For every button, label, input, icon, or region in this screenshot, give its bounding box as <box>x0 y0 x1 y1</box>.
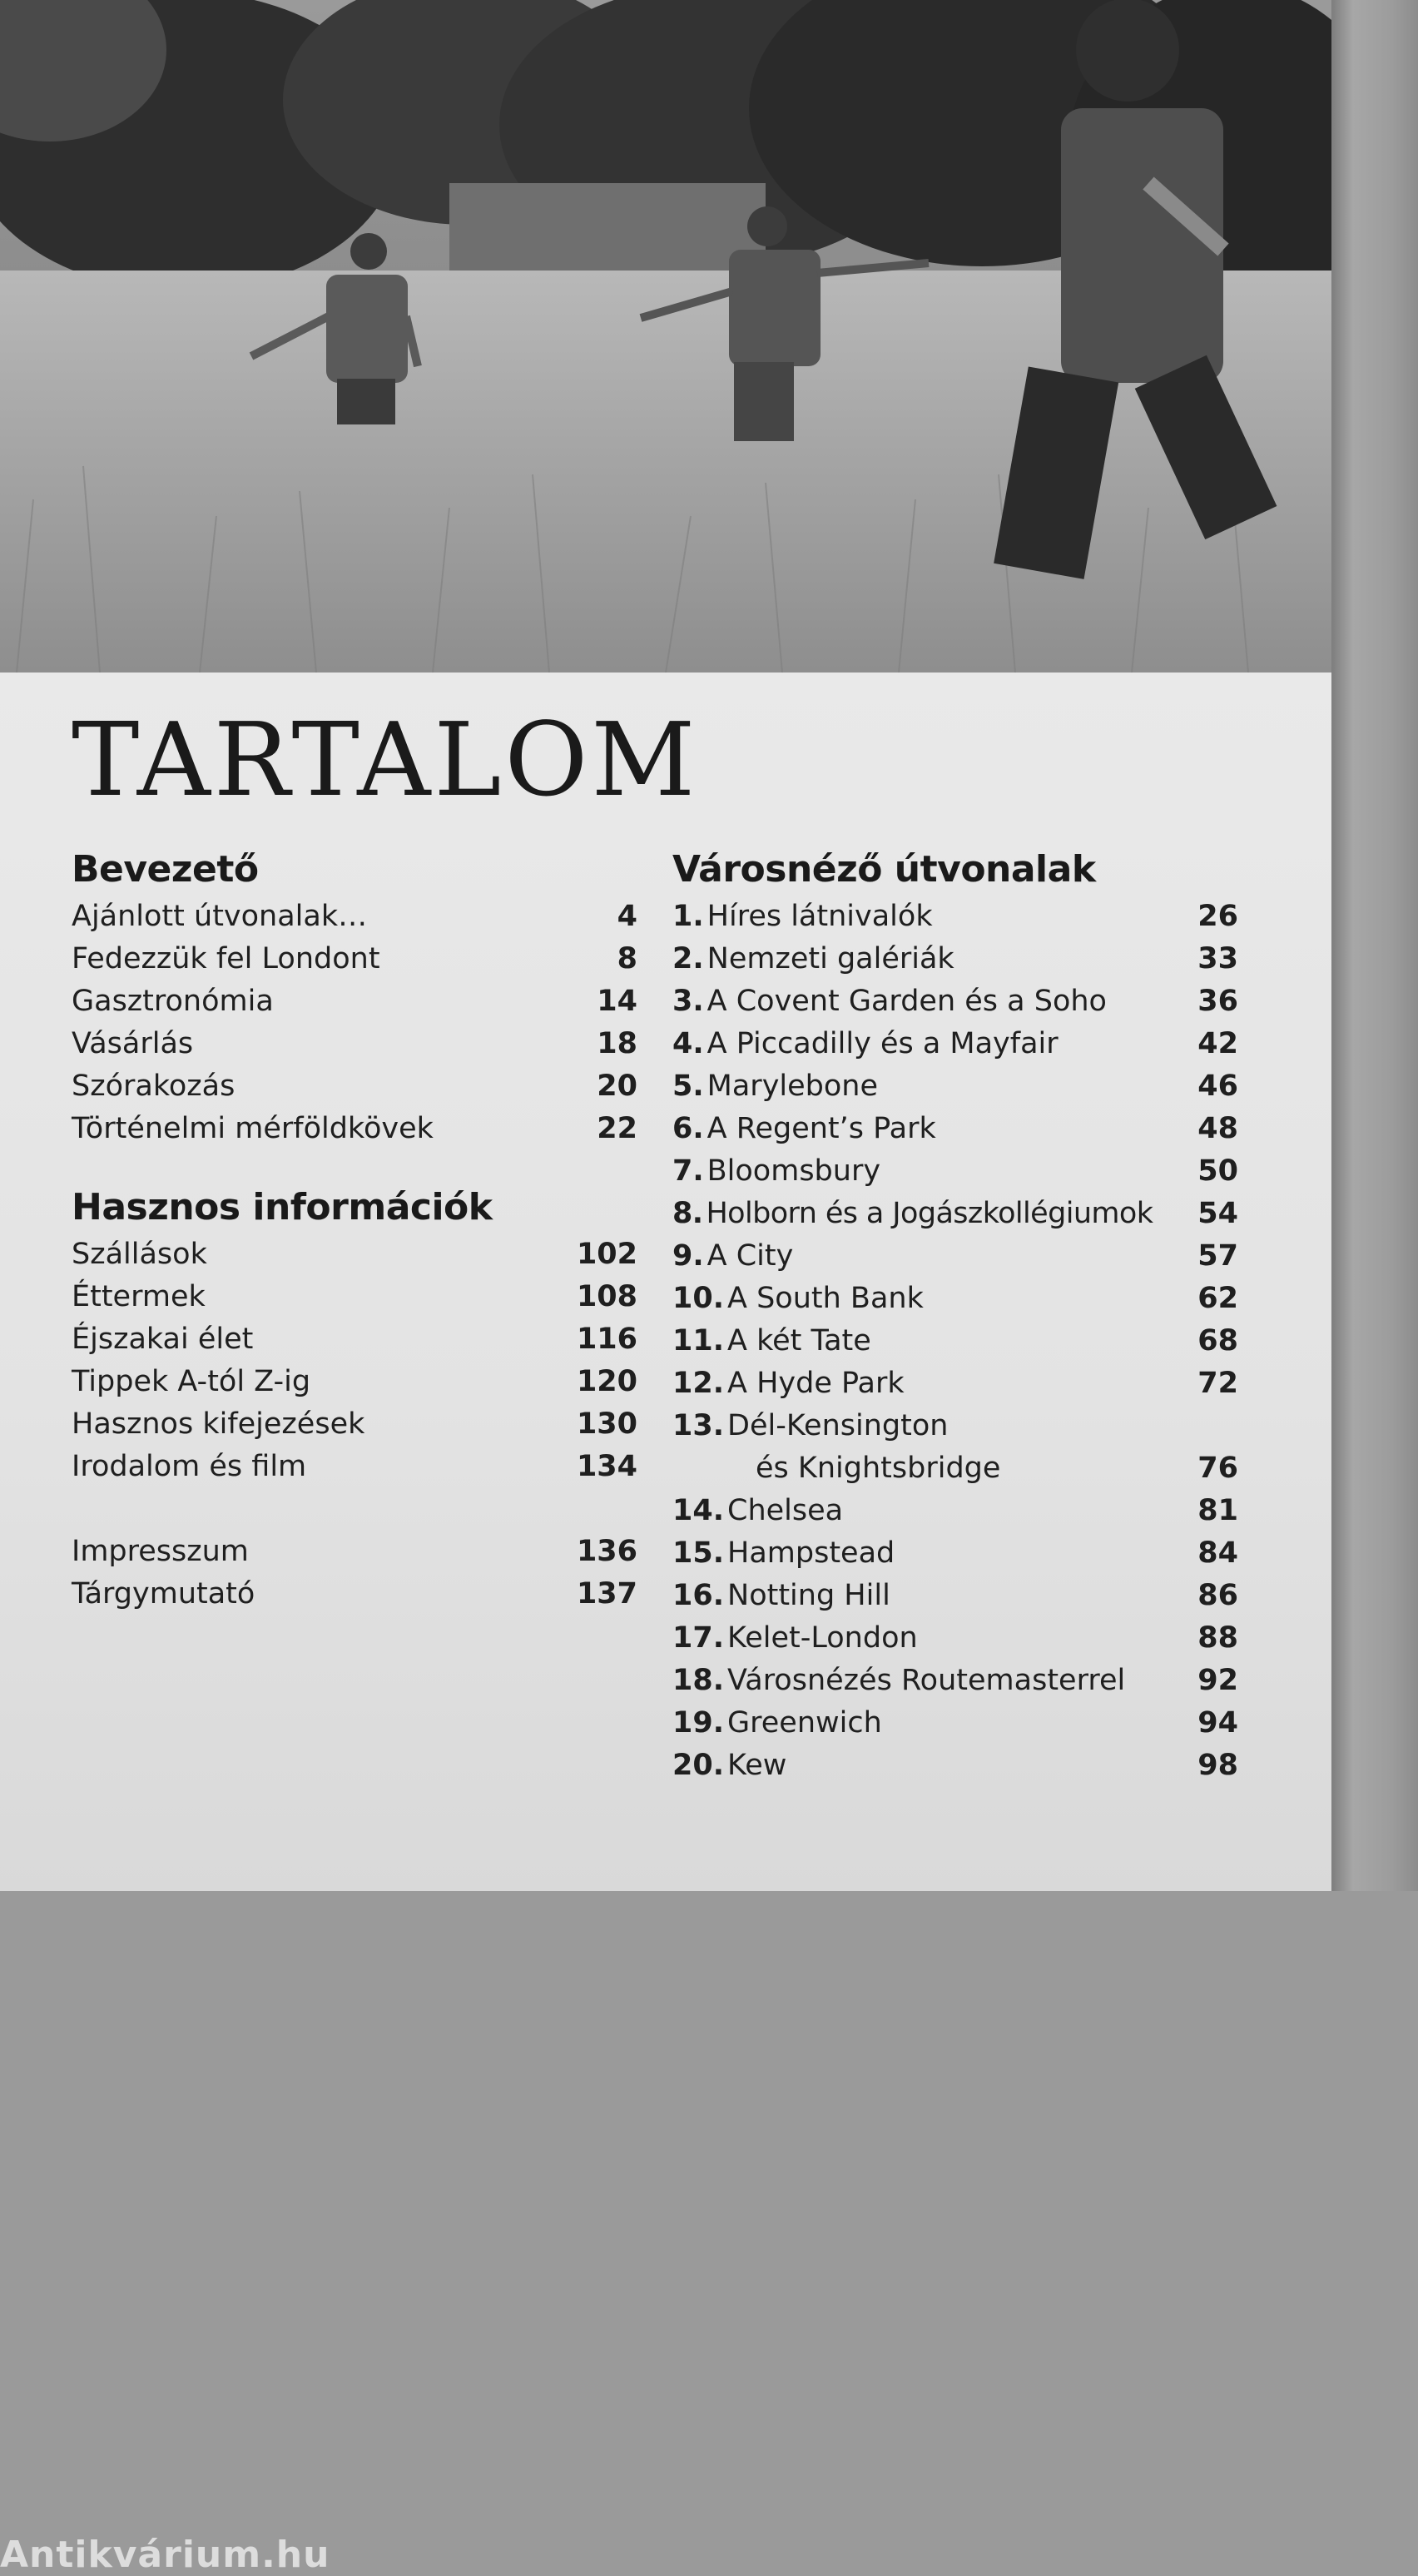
toc-entry[interactable] <box>672 896 1238 938</box>
toc-entry[interactable] <box>672 1575 1238 1617</box>
entry-label <box>672 1362 905 1405</box>
entry-label <box>672 1405 948 1447</box>
entry-label <box>672 1150 880 1193</box>
entry-page: 62 <box>1197 1282 1238 1315</box>
entry-text: Notting Hill <box>727 1579 890 1612</box>
entry-text-continuation: és Knightsbridge <box>756 1452 1001 1485</box>
toc-entry-continuation[interactable] <box>672 1447 1238 1490</box>
toc-entry[interactable] <box>72 1023 637 1065</box>
toc-entry[interactable] <box>672 1362 1238 1405</box>
entry-page: 81 <box>1197 1494 1238 1527</box>
section-walks <box>672 847 1238 1787</box>
entry-page: 72 <box>1197 1367 1238 1400</box>
entry-text: Chelsea <box>727 1494 844 1527</box>
spacer <box>72 1488 637 1531</box>
header-photo <box>0 0 1331 673</box>
entry-page: 46 <box>1197 1070 1238 1103</box>
toc-entry[interactable] <box>672 1617 1238 1660</box>
right-column <box>672 847 1238 1822</box>
entry-page: 116 <box>576 1323 637 1356</box>
entry-number: 2. <box>672 942 704 975</box>
toc-entry[interactable] <box>672 1065 1238 1108</box>
entry-number: 15. <box>672 1536 725 1570</box>
entry-label: Impresszum <box>72 1535 249 1568</box>
entry-number: 17. <box>672 1621 725 1655</box>
page-title: TARTALOM <box>72 701 699 819</box>
toc-entry[interactable] <box>72 1233 637 1276</box>
toc-entry[interactable] <box>672 1320 1238 1362</box>
entry-page: 8 <box>617 942 637 975</box>
entry-page: 20 <box>597 1070 637 1103</box>
entry-label <box>672 896 933 938</box>
entry-label: Fedezzük fel Londont <box>72 942 380 975</box>
section-heading: Bevezető <box>72 848 259 891</box>
entry-page: 57 <box>1197 1239 1238 1273</box>
entry-label: Vásárlás <box>72 1027 194 1060</box>
toc-entry[interactable] <box>672 1532 1238 1575</box>
entry-page: 50 <box>1197 1154 1238 1188</box>
entry-page: 136 <box>576 1535 637 1568</box>
watermark: Antikvárium.hu <box>0 2534 330 2576</box>
left-column <box>72 847 637 1650</box>
entry-label: Szórakozás <box>72 1070 236 1103</box>
entry-text: Városnézés Routemasterrel <box>727 1664 1126 1697</box>
toc-entry[interactable] <box>72 1403 637 1446</box>
toc-entry[interactable] <box>672 1235 1238 1278</box>
entry-page: 76 <box>1197 1452 1238 1485</box>
toc-entry[interactable] <box>672 980 1238 1023</box>
entry-number: 20. <box>672 1749 725 1782</box>
entry-label <box>672 1532 895 1575</box>
entry-label <box>672 1108 936 1150</box>
entry-page: 108 <box>576 1280 637 1313</box>
entry-page: 42 <box>1197 1027 1238 1060</box>
section-heading: Városnéző útvonalak <box>672 848 1096 891</box>
entry-text: A South Bank <box>727 1282 924 1315</box>
toc-entry[interactable] <box>672 1745 1238 1787</box>
entry-page: 54 <box>1197 1197 1238 1230</box>
entry-page: 36 <box>1197 985 1238 1018</box>
entry-number: 16. <box>672 1579 725 1612</box>
entry-text: A Piccadilly és a Mayfair <box>707 1027 1059 1060</box>
entry-label <box>672 980 1107 1023</box>
entry-page: 33 <box>1197 942 1238 975</box>
toc-entry[interactable] <box>672 1490 1238 1532</box>
toc-entry[interactable] <box>672 1108 1238 1150</box>
entry-page: 94 <box>1197 1706 1238 1740</box>
entry-label <box>672 1745 786 1787</box>
entry-text: Marylebone <box>707 1070 879 1103</box>
entry-label: Gasztronómia <box>72 985 274 1018</box>
entry-text: Holborn és a Jogászkollégiumok <box>706 1197 1153 1230</box>
entry-label <box>672 1320 871 1362</box>
entry-number: 3. <box>672 985 704 1018</box>
toc-entry[interactable] <box>672 1660 1238 1702</box>
entry-page: 48 <box>1197 1112 1238 1145</box>
entry-page: 4 <box>617 900 637 933</box>
entry-number: 4. <box>672 1027 704 1060</box>
toc-entry[interactable] <box>72 1108 637 1150</box>
section-useful-info <box>72 1185 637 1616</box>
toc-entry[interactable] <box>72 980 637 1023</box>
entry-number: 14. <box>672 1494 725 1527</box>
entry-page: 68 <box>1197 1324 1238 1357</box>
entry-text: Híres látnivalók <box>707 900 933 933</box>
entry-label: Szállások <box>72 1238 207 1271</box>
entry-text: Hampstead <box>727 1536 895 1570</box>
entry-label: Tippek A-tól Z-ig <box>72 1365 311 1398</box>
entry-number: 11. <box>672 1324 725 1357</box>
entry-number: 9. <box>672 1239 704 1273</box>
entry-label: Hasznos kifejezések <box>72 1407 365 1441</box>
entry-page: 102 <box>576 1238 637 1271</box>
entry-text: A Covent Garden és a Soho <box>707 985 1107 1018</box>
toc-entry[interactable] <box>72 1446 637 1488</box>
entry-label <box>672 1278 924 1320</box>
entry-page: 88 <box>1197 1621 1238 1655</box>
toc-entry[interactable] <box>72 1573 637 1616</box>
entry-number: 19. <box>672 1706 725 1740</box>
toc-entry[interactable] <box>72 938 637 980</box>
entry-label <box>672 1023 1059 1065</box>
entry-number: 18. <box>672 1664 725 1697</box>
entry-label <box>672 1702 882 1745</box>
entry-label: Tárgymutató <box>72 1577 255 1611</box>
entry-text: Greenwich <box>727 1706 882 1740</box>
toc-entry[interactable] <box>72 896 637 938</box>
entry-number: 5. <box>672 1070 704 1103</box>
toc-entry[interactable] <box>672 1193 1238 1235</box>
entry-text: A Hyde Park <box>727 1367 905 1400</box>
toc-entry[interactable] <box>72 1318 637 1361</box>
entry-number: 1. <box>672 900 704 933</box>
entry-page: 134 <box>576 1450 637 1483</box>
entry-number: 7. <box>672 1154 704 1188</box>
entry-page: 98 <box>1197 1749 1238 1782</box>
entry-text: Dél-Kensington <box>727 1409 949 1442</box>
entry-label <box>672 1235 793 1278</box>
entry-text: Nemzeti galériák <box>707 942 954 975</box>
entry-text: Bloomsbury <box>707 1154 881 1188</box>
toc-entry[interactable] <box>72 1276 637 1318</box>
entry-page: 130 <box>576 1407 637 1441</box>
entry-text: A két Tate <box>727 1324 871 1357</box>
entry-label <box>672 1490 843 1532</box>
toc-entry[interactable] <box>72 1361 637 1403</box>
entry-number: 10. <box>672 1282 725 1315</box>
entry-number: 12. <box>672 1367 725 1400</box>
toc-entry[interactable] <box>672 938 1238 980</box>
entry-label: Irodalom és film <box>72 1450 307 1483</box>
toc-entry[interactable] <box>672 1150 1238 1193</box>
entry-text: A City <box>707 1239 794 1273</box>
entry-number: 8. <box>672 1197 703 1230</box>
entry-text: A Regent’s Park <box>707 1112 936 1145</box>
toc-entry[interactable] <box>672 1702 1238 1745</box>
entry-page: 137 <box>576 1577 637 1611</box>
entry-label <box>672 1065 878 1108</box>
entry-page: 26 <box>1197 900 1238 933</box>
entry-text: Kew <box>727 1749 787 1782</box>
toc-entry[interactable] <box>672 1278 1238 1320</box>
entry-label <box>672 1617 918 1660</box>
toc-entry[interactable] <box>672 1405 1238 1447</box>
toc-entry[interactable] <box>672 1023 1238 1065</box>
contents-panel <box>0 673 1331 2576</box>
entry-page: 18 <box>597 1027 637 1060</box>
entry-label: Ajánlott útvonalak… <box>72 900 368 933</box>
entry-page: 84 <box>1197 1536 1238 1570</box>
toc-entry[interactable] <box>72 1531 637 1573</box>
entry-label <box>672 1660 1125 1702</box>
entry-label <box>672 938 954 980</box>
entry-page: 86 <box>1197 1579 1238 1612</box>
entry-page: 22 <box>597 1112 637 1145</box>
entry-label: Éttermek <box>72 1280 206 1313</box>
entry-page: 92 <box>1197 1664 1238 1697</box>
entry-label <box>672 1575 890 1617</box>
entry-number: 6. <box>672 1112 704 1145</box>
toc-entry[interactable] <box>72 1065 637 1108</box>
entry-page: 120 <box>576 1365 637 1398</box>
section-intro <box>72 847 637 1150</box>
entry-label: Éjszakai élet <box>72 1323 254 1356</box>
section-heading: Hasznos információk <box>72 1186 493 1228</box>
entry-label: Történelmi mérföldkövek <box>72 1112 434 1145</box>
entry-page: 14 <box>597 985 637 1018</box>
book-spine <box>1331 0 1418 1891</box>
entry-number: 13. <box>672 1409 725 1442</box>
entry-text: Kelet-London <box>727 1621 918 1655</box>
entry-label <box>672 1193 1153 1235</box>
